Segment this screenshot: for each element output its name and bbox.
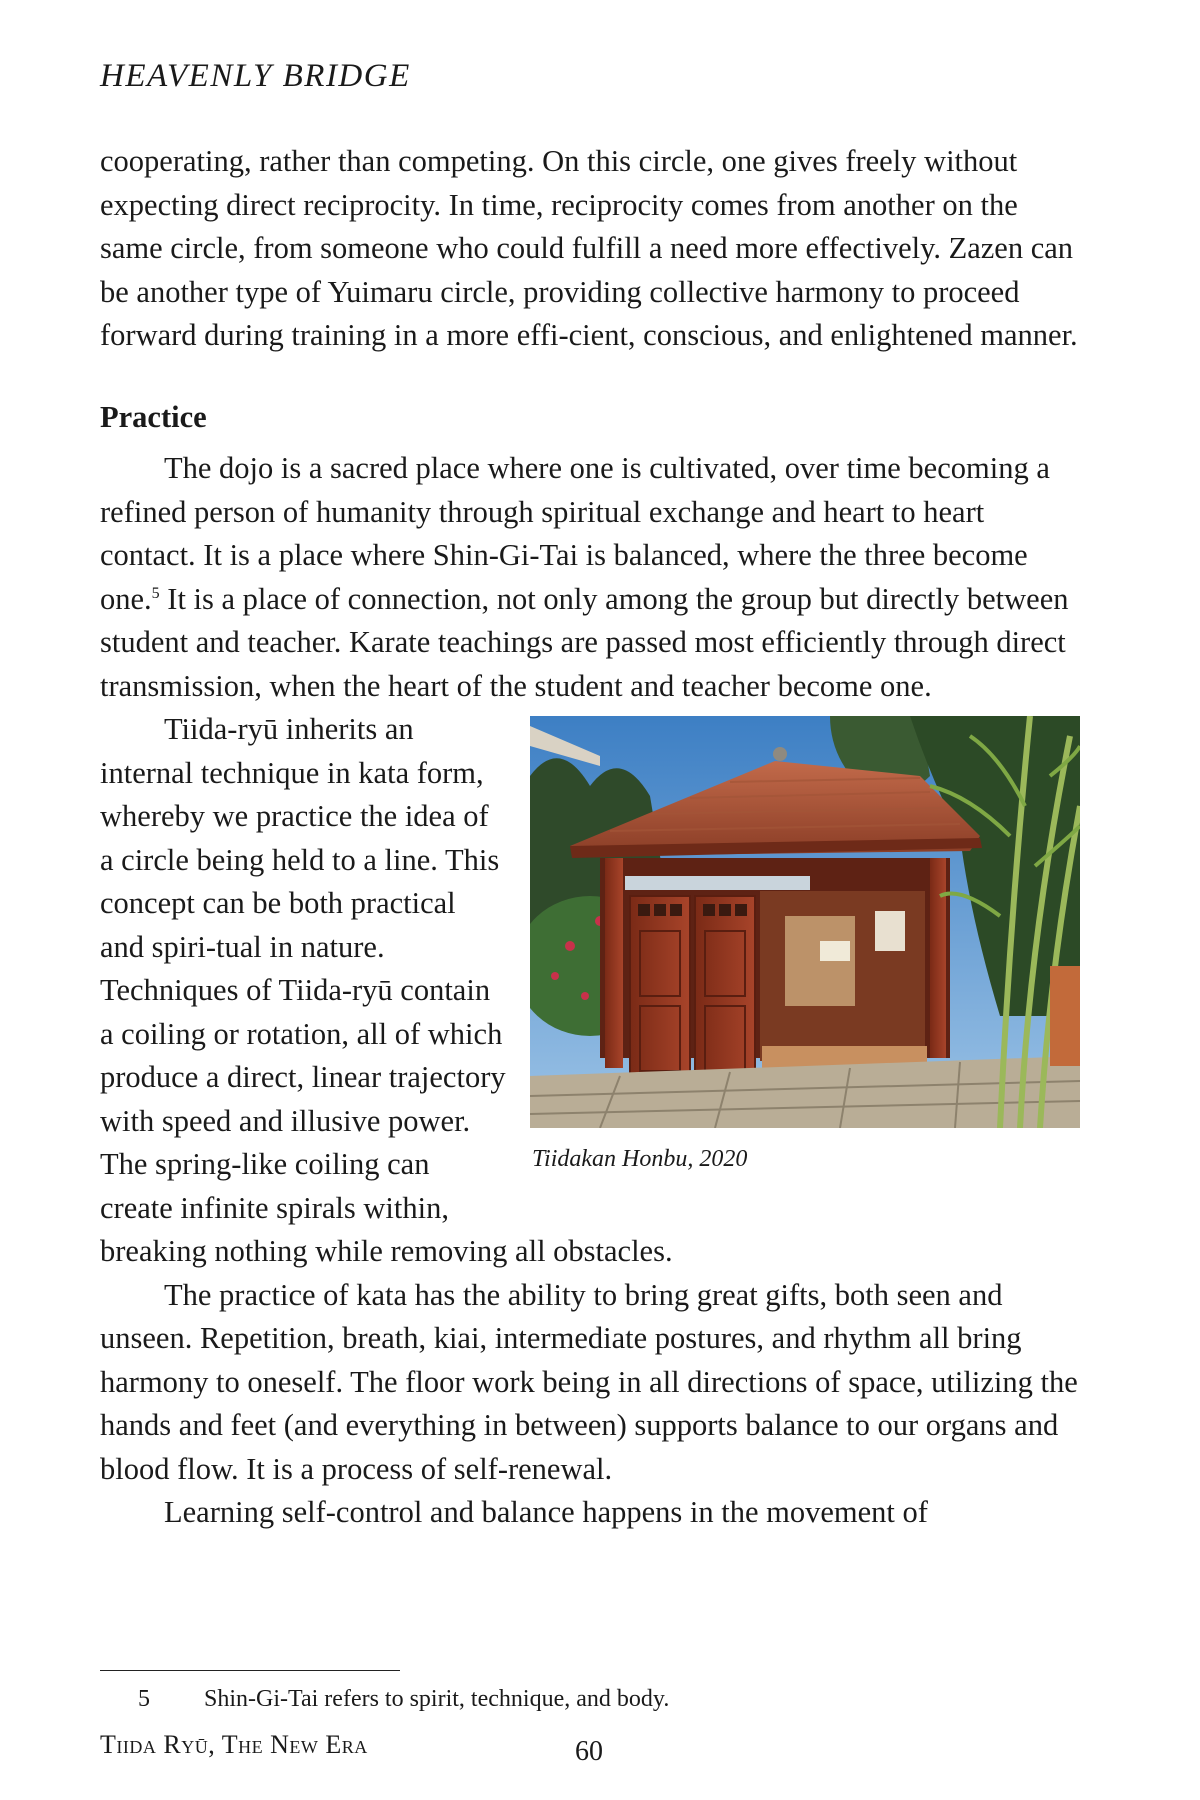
figure (530, 716, 1080, 1182)
footer-book-title: Tiida Ryū, The New Era (100, 1730, 368, 1759)
paragraph-dojo-text-a: The dojo is a sacred place where one is cultivated, over time becoming a refined person of humanity through spiritual exchange and heart to heart contact. It is a place where Shin-Gi-Tai is balanced, where the three become one. (100, 451, 1050, 616)
paragraph-dojo (100, 447, 1080, 708)
paragraph-dojo-text-b: It is a place of connection, not only among the group but directly between student and teacher. Karate teachings are passed most efficiently through direct transmission, when the heart of the student and teacher become one. (100, 581, 1069, 703)
dojo-photo (530, 716, 1080, 1128)
paragraph-yuimaru: cooperating, rather than competing. On this circle, one gives freely without expecting direct reciprocity. In time, reciprocity comes from another on the same circle, from someone who could fulfill a need more effectively. Zazen can be another type of Yuimaru circle, providing collective harmony to proceed forward during training in a more effi-cient, conscious, and enlightened manner. (100, 144, 1078, 352)
figure-caption: Tiidakan Honbu, 2020 (532, 1146, 748, 1172)
footnote-text: Shin-Gi-Tai refers to spirit, technique, and body. (204, 1686, 670, 1712)
paragraph-self-control: Learning self-control and balance happens in the movement of (164, 1495, 928, 1529)
footnote-divider (100, 1670, 400, 1671)
footnote-reference[interactable]: 5 (151, 584, 160, 602)
paragraph-tiida-ryu: Tiida-ryū inherits an internal technique in kata form, whereby we practice the idea of a circle being held to a line. This concept can be both practical and spiri-tual in nature. Techniques of Tiida-ryū contain a coiling or rotation, all of which produce a direct, linear trajectory with speed and illusive power. The spring-like coiling can create infinite spirals within, breaking nothing while removing all obstacles. (100, 712, 673, 1268)
paragraph-kata: The practice of kata has the ability to bring great gifts, both seen and unseen. Repetition, breath, kiai, intermediate postures, and rhythm all bring harmony to oneself. The floor work being in all directions of space, utilizing the hands and feet (and everything in between) supports balance to our organs and blood flow. It is a process of self-renewal. (100, 1277, 1078, 1486)
running-head: HEAVENLY BRIDGE (100, 58, 411, 94)
page-number: 60 (575, 1736, 603, 1767)
footnote (138, 1686, 669, 1713)
section-heading: Practice (100, 399, 207, 434)
footnote-number: 5 (138, 1686, 150, 1712)
body-text (100, 140, 1080, 1535)
